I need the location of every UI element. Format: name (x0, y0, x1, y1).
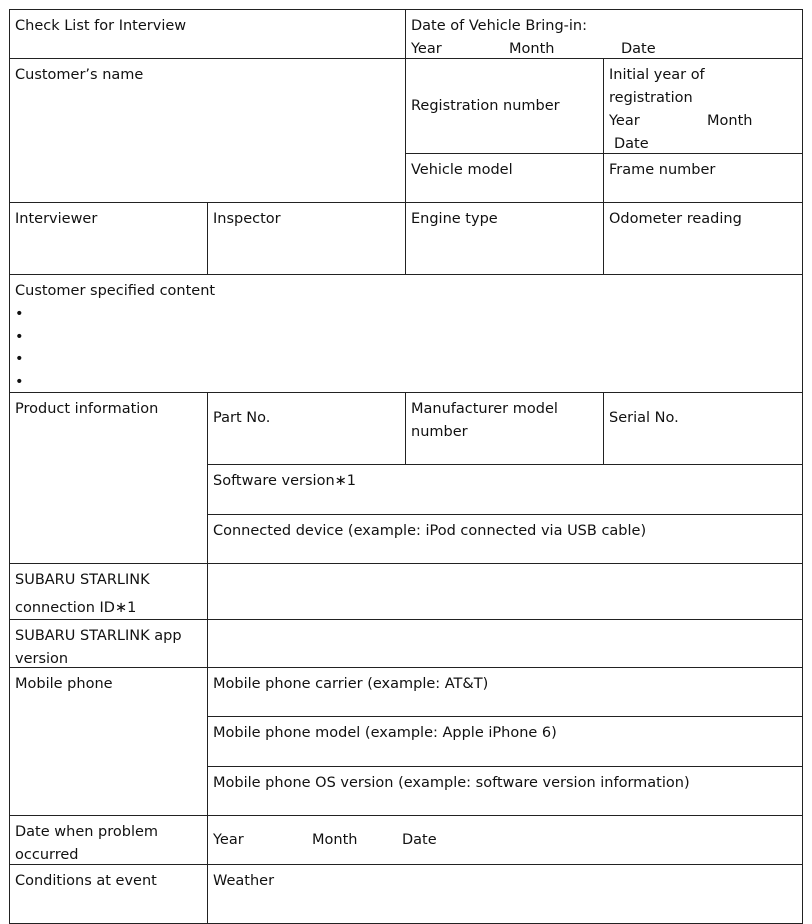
customer-name-cell[interactable] (9, 58, 406, 203)
connected-device-cell[interactable] (207, 514, 803, 564)
engine-type-label: Engine type (411, 211, 498, 227)
inspector-cell[interactable] (207, 202, 406, 275)
interviewer-cell[interactable] (9, 202, 208, 275)
part-no-label: Part No. (213, 410, 271, 426)
manufacturer-model-line1: Manufacturer model (411, 401, 558, 417)
starlink-app-version-cell (9, 619, 208, 668)
manufacturer-model-cell[interactable] (405, 392, 604, 465)
initial-year-month: Month (707, 113, 753, 129)
customer-content-cell[interactable] (9, 274, 803, 393)
problem-date-label-cell (9, 815, 208, 865)
mobile-phone-label: Mobile phone (15, 676, 113, 692)
weather-cell[interactable] (207, 864, 803, 924)
engine-type-cell[interactable] (405, 202, 604, 275)
inspector-label: Inspector (213, 211, 281, 227)
frame-number-label: Frame number (609, 162, 716, 178)
serial-no-label: Serial No. (609, 410, 679, 426)
starlink-connection-id-cell (9, 563, 208, 620)
bring-in-month: Month (509, 41, 555, 57)
initial-year-cell[interactable] (603, 58, 803, 154)
bring-in-label: Date of Vehicle Bring-in: (411, 18, 587, 34)
bring-in-date: Date (621, 41, 656, 57)
problem-month: Month (312, 831, 358, 848)
part-no-cell[interactable] (207, 392, 406, 465)
mobile-model-label: Mobile phone model (example: Apple iPhone 6) (213, 725, 557, 741)
starlink-connection-id-line1: SUBARU STARLINK (15, 572, 150, 588)
software-version-cell[interactable] (207, 464, 803, 515)
mobile-carrier-label: Mobile phone carrier (example: AT&T) (213, 676, 489, 692)
product-info-cell (9, 392, 208, 564)
serial-no-cell[interactable] (603, 392, 803, 465)
initial-year-label-line1: Initial year of (609, 67, 705, 83)
initial-year-year: Year (609, 113, 640, 129)
initial-year-date: Date (614, 136, 649, 152)
mobile-os-label: Mobile phone OS version (example: software version information) (213, 775, 690, 791)
starlink-app-version-line1: SUBARU STARLINK app (15, 628, 182, 644)
weather-label: Weather (213, 873, 275, 889)
conditions-label: Conditions at event (15, 873, 157, 889)
problem-date-label-line2: occurred (15, 847, 79, 863)
starlink-connection-id-value[interactable] (207, 563, 803, 620)
manufacturer-model-line2: number (411, 424, 468, 440)
mobile-phone-cell (9, 667, 208, 816)
odometer-label: Odometer reading (609, 211, 742, 227)
frame-number-cell[interactable] (603, 153, 803, 203)
initial-year-label-line2: registration (609, 90, 693, 106)
problem-date-parts (213, 829, 437, 852)
odometer-cell[interactable] (603, 202, 803, 275)
problem-year: Year (213, 831, 244, 848)
bring-in-date-cell[interactable] (405, 9, 803, 59)
interviewer-label: Interviewer (15, 211, 98, 227)
customer-name-label: Customer’s name (15, 67, 144, 83)
form-title: Check List for Interview (15, 18, 187, 34)
customer-content-label: Customer specified content (15, 283, 216, 299)
product-info-label: Product information (15, 401, 159, 417)
registration-number-label: Registration number (411, 97, 560, 114)
connected-device-label: Connected device (example: iPod connected via USB cable) (213, 523, 647, 539)
starlink-connection-id-line2: connection ID∗1 (15, 600, 137, 616)
problem-date-label-line1: Date when problem (15, 824, 159, 840)
bullet-2: • (15, 328, 24, 345)
starlink-app-version-value[interactable] (207, 619, 803, 668)
vehicle-model-cell[interactable] (405, 153, 604, 203)
bullet-1: • (15, 306, 24, 322)
bullet-4: • (15, 373, 24, 390)
mobile-model-cell[interactable] (207, 716, 803, 767)
conditions-label-cell (9, 864, 208, 924)
mobile-carrier-cell[interactable] (207, 667, 803, 717)
starlink-app-version-line2: version (15, 651, 69, 667)
software-version-label: Software version∗1 (213, 473, 357, 489)
bring-in-year: Year (411, 41, 442, 57)
problem-date: Date (402, 831, 437, 848)
problem-date-value-cell[interactable] (207, 815, 803, 865)
vehicle-model-label: Vehicle model (411, 162, 513, 178)
bullet-3: • (15, 351, 24, 367)
form-title-cell (9, 9, 406, 59)
initial-year-parts (609, 110, 802, 133)
mobile-os-cell[interactable] (207, 766, 803, 816)
registration-number-cell[interactable] (405, 58, 604, 154)
